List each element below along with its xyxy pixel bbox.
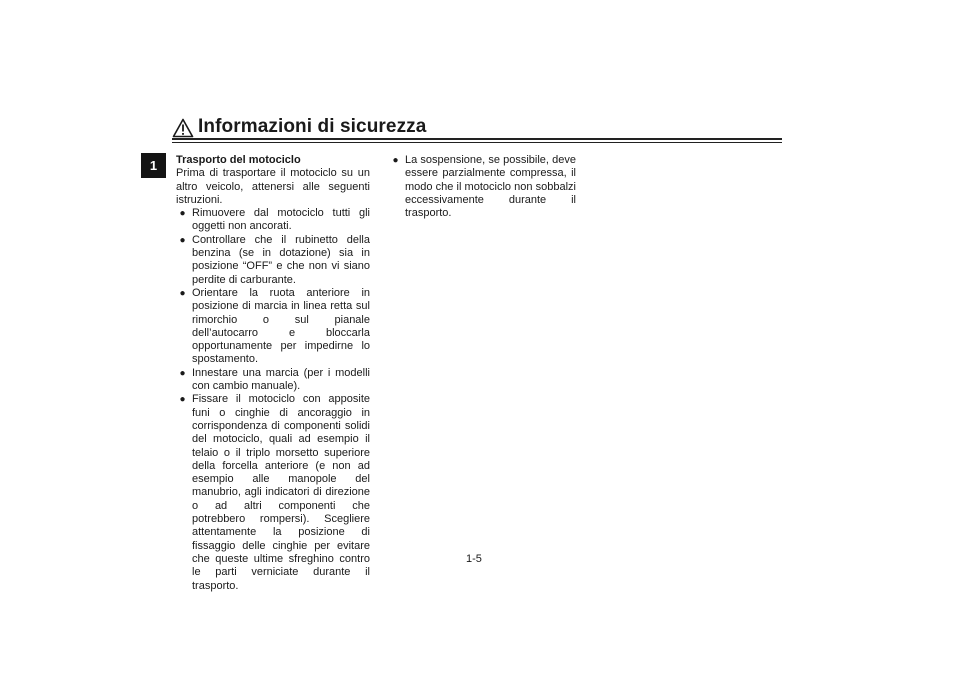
bullet-icon: ● <box>392 155 399 166</box>
right-column <box>389 154 576 220</box>
bullet-icon: ● <box>179 208 186 220</box>
list-item: ● Innestare una marcia (per i modelli con cambio manuale). <box>192 367 370 394</box>
list-item: ● Orientare la ruota anteriore in posizione di marcia in linea retta sul rimorchio o sul pianale dell’autocarro e bloccarla opportunamente per impedirne lo spostamento. <box>192 287 370 367</box>
bullet-icon: ● <box>179 287 186 299</box>
header-rule-thin <box>172 142 782 143</box>
section-intro: Prima di trasportare il motociclo su un altro veicolo, attenersi alle seguenti istruzioni. <box>176 167 370 206</box>
bullet-icon: ● <box>179 367 186 379</box>
list-item: ● Controllare che il rubinetto della benzina (se in dotazione) sia in posizione “OFF” e che non vi siano perdite di carburante. <box>192 234 370 287</box>
warning-triangle-icon <box>172 118 194 138</box>
section-heading: Trasporto del motociclo <box>176 154 301 166</box>
bullet-icon: ● <box>179 234 186 246</box>
header-rule <box>172 138 782 140</box>
bullet-icon: ● <box>179 394 186 406</box>
instruction-list-continued <box>389 154 576 220</box>
chapter-tab: 1 <box>141 153 166 178</box>
page-number: 1-5 <box>466 553 482 565</box>
list-item: ● Rimuovere dal motociclo tutti gli oggetti non ancorati. <box>192 207 370 234</box>
left-column <box>176 154 370 593</box>
list-item: ● La sospensione, se possibile, deve essere parzialmente compressa, il modo che il motociclo non sobbalzi eccessivamente durante il trasporto. <box>405 154 576 220</box>
list-item: ● Fissare il motociclo con apposite funi o cinghie di ancoraggio in corrispondenza di componenti solidi del motociclo, quali ad esempio il telaio o il triplo morsetto superiore della forcella anteriore (e non ad esempio alle manopole del manubrio, agli indicatori di direzione o ad altri componenti che potrebbero rompersi). Scegliere attentamente la posizione di fissaggio delle cinghie per evitare che queste ultime sfreghino contro le parti verniciate durante il trasporto. <box>192 393 370 592</box>
page-title: Informazioni di sicurezza <box>198 116 427 137</box>
instruction-list <box>176 207 370 593</box>
